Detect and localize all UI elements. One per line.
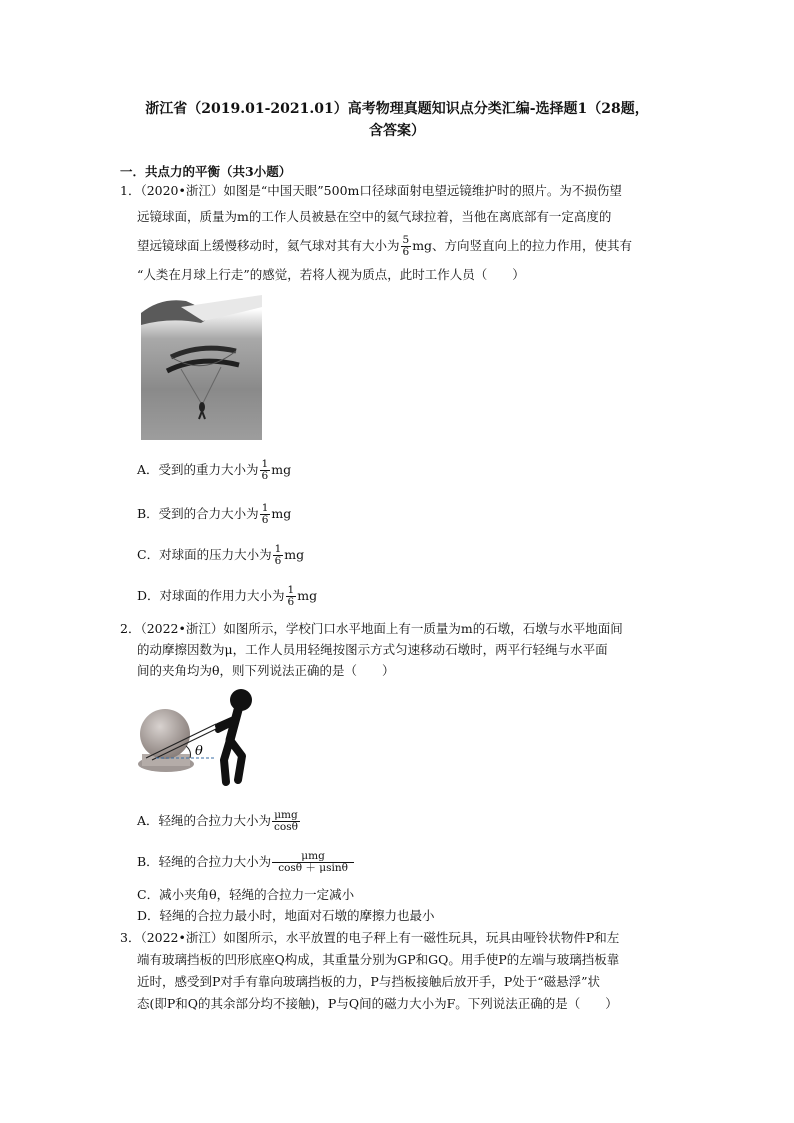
q1-option-b-num: 1: [261, 502, 269, 514]
q1-option-a-fraction: [260, 459, 271, 482]
q1-line-3: [137, 231, 632, 261]
q1-option-a-unit: mg: [271, 462, 292, 477]
stone-pier-figure: [138, 688, 268, 788]
q2-option-a[interactable]: [137, 806, 301, 836]
q1-option-b[interactable]: [137, 500, 291, 528]
q1-fraction: [401, 235, 412, 258]
q1-fraction-num: 5: [402, 234, 410, 246]
q1-option-d-den: 6: [287, 596, 295, 608]
q3-line-1: 3．（2022•浙江）如图所示，水平放置的电子秤上有一磁性玩具，玩具由哑铃状物件P和左: [120, 930, 620, 945]
q1-line-3-post: mg、方向竖直向上的拉力作用，使其有: [412, 238, 633, 253]
q2-option-b[interactable]: [137, 847, 355, 877]
q1-option-a-text: A．受到的重力大小为: [137, 462, 259, 477]
q1-option-a-den: 6: [261, 470, 269, 482]
q2-option-b-num: μmg: [301, 850, 325, 862]
q1-option-c-den: 6: [274, 555, 282, 567]
q2-option-c[interactable]: C．减小夹角θ，轻绳的合拉力一定减小: [137, 887, 355, 902]
q2-line-3: 间的夹角均为θ，则下列说法正确的是（ ）: [137, 663, 395, 678]
document-title: [100, 98, 694, 142]
q1-option-b-text: B．受到的合力大小为: [137, 506, 259, 521]
q1-option-d-text: D．对球面的作用力大小为: [137, 588, 285, 603]
telescope-maintenance-photo: [141, 295, 262, 440]
q1-option-c-num: 1: [274, 543, 282, 555]
title-line-1: 浙江省（2019.01-2021.01）高考物理真题知识点分类汇编-选择题1（28题，: [145, 101, 649, 117]
q1-option-d-unit: mg: [297, 588, 318, 603]
q1-option-b-den: 6: [261, 514, 269, 526]
q1-line-3-pre: 望远镜球面上缓慢移动时，氦气球对其有大小为: [137, 238, 400, 253]
q1-line-4: “人类在月球上行走”的感觉，若将人视为质点，此时工作人员（ ）: [137, 267, 525, 282]
q3-line-2: 端有玻璃挡板的凹形底座Q构成，其重量分别为GP和GQ。用手使P的左端与玻璃挡板靠: [137, 952, 620, 967]
q2-option-a-den: cosθ: [274, 821, 298, 833]
title-line-2: 含答案）: [369, 123, 425, 139]
q3-line-3: 近时，感受到P对手有靠向玻璃挡板的力，P与挡板接触后放开手，P处于“磁悬浮”状: [137, 974, 601, 989]
q2-option-b-fraction: [272, 851, 354, 874]
q2-option-a-fraction: [272, 810, 300, 833]
q1-option-c-unit: mg: [284, 547, 305, 562]
q3-line-4: 态(即P和Q的其余部分均不接触)，P与Q间的磁力大小为F。下列说法正确的是（ ）: [137, 996, 618, 1011]
q2-option-b-den: cosθ ＋ μsinθ: [272, 862, 354, 874]
section-heading: 一．共点力的平衡（共3小题）: [120, 164, 292, 179]
q1-line-2: 远镜球面，质量为m的工作人员被悬在空中的氦气球拉着，当他在离底部有一定高度的: [137, 209, 612, 224]
q1-option-b-fraction: [260, 503, 271, 526]
q1-option-c-text: C．对球面的压力大小为: [137, 547, 272, 562]
q2-option-d[interactable]: D．轻绳的合拉力最小时，地面对石墩的摩擦力也最小: [137, 908, 435, 923]
q2-option-a-text: A．轻绳的合拉力大小为: [137, 813, 272, 828]
q2-option-b-text: B．轻绳的合拉力大小为: [137, 854, 272, 869]
q2-option-a-num: μmg: [274, 809, 298, 821]
q1-option-a-num: 1: [261, 458, 269, 470]
q1-option-d[interactable]: [137, 582, 317, 610]
theta-label: θ: [195, 744, 203, 759]
q1-fraction-den: 6: [402, 246, 410, 258]
q1-option-c[interactable]: [137, 541, 304, 569]
q2-line-2: 的动摩擦因数为μ，工作人员用轻绳按图示方式匀速移动石墩时，两平行轻绳与水平面: [137, 642, 608, 657]
q1-option-c-fraction: [273, 544, 284, 567]
q1-line-1: 1．（2020•浙江）如图是“中国天眼”500m口径球面射电望远镜维护时的照片。为不损伤望: [120, 183, 622, 198]
photo-illustration: [141, 295, 262, 440]
q1-option-a[interactable]: [137, 456, 291, 484]
q1-option-b-unit: mg: [271, 506, 292, 521]
q1-option-d-fraction: [286, 585, 297, 608]
stone-ball: [140, 709, 190, 759]
q2-line-1: 2．（2022•浙江）如图所示，学校门口水平地面上有一质量为m的石墩，石墩与水平地面间: [120, 621, 623, 636]
q1-option-d-num: 1: [287, 584, 295, 596]
